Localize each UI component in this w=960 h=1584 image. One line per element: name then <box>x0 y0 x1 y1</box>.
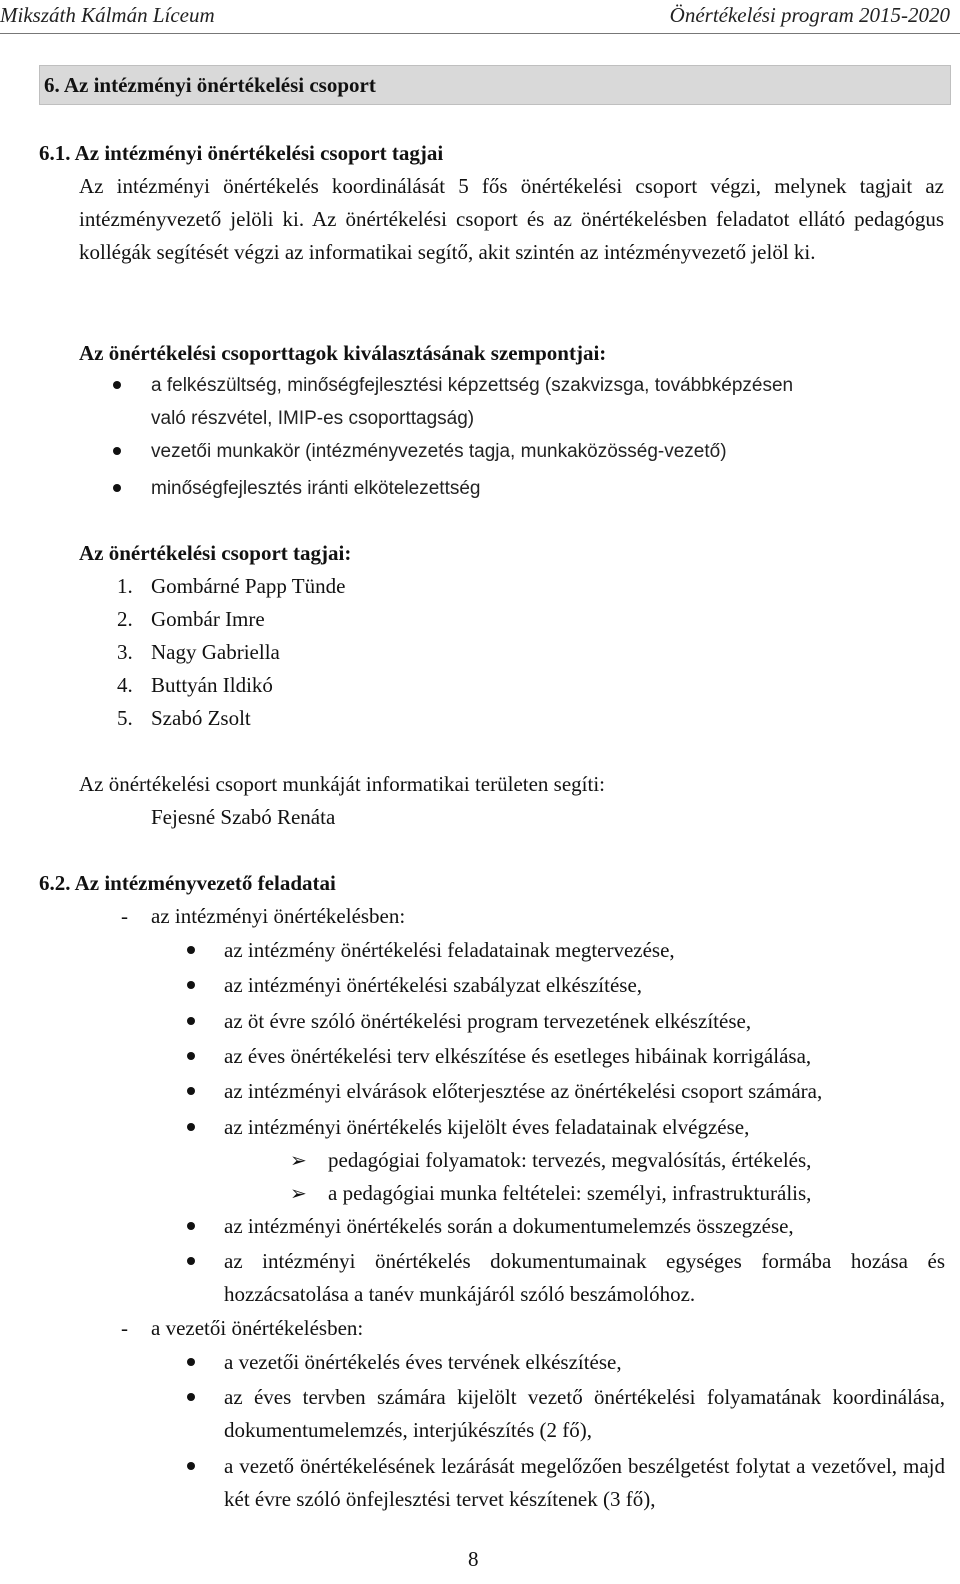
criteria-title: Az önértékelési csoporttagok kiválasztásának szempontjai: <box>79 341 607 365</box>
member-name: Szabó Zsolt <box>151 706 251 730</box>
sub-task-item-1: pedagógiai folyamatok: tervezés, megvalósítás, értékelés, <box>328 1148 812 1172</box>
page-header <box>0 0 960 34</box>
leader-task-2: az éves tervben számára kijelölt vezető önértékelési folyamatának koordinálása, dokumentumelemzés, interjúkészítés (2 fő), <box>224 1385 945 1442</box>
criteria-item-3: minőségfejlesztés iránti elkötelezettség <box>151 478 481 499</box>
bullet-icon <box>187 1087 195 1095</box>
bullet-icon <box>187 1017 195 1025</box>
criteria-item-1: a felkészültség, minőségfejlesztési képzettség (szakvizsga, továbbképzésen <box>151 375 794 396</box>
section-6-1-paragraph: Az intézményi önértékelés koordinálását 5 fős önértékelési csoport végzi, melynek tagjait az intézményvezető jelöli ki. Az önértékelési csoport és az önértékelésben feladatot ellátó pedagógus kollégák segítését végzi az informatikai segítő, akit szintén az intézményvezető jelöl ki. <box>79 174 944 264</box>
bullet-icon <box>113 381 121 389</box>
bullet-icon <box>187 1393 195 1401</box>
subsection-institutional: az intézményi önértékelésben: <box>151 904 406 928</box>
task-item-6: az intézményi önértékelés kijelölt éves feladatainak elvégzése, <box>224 1115 750 1139</box>
task-item-3: az öt évre szóló önértékelési program tervezetének elkészítése, <box>224 1009 752 1033</box>
member-name: Nagy Gabriella <box>151 640 280 664</box>
bullet-icon <box>187 946 195 954</box>
leader-task-1: a vezetői önértékelés éves tervének elkészítése, <box>224 1350 622 1374</box>
member-number: 3. <box>117 640 133 664</box>
criteria-item-2: vezetői munkakör (intézményvezetés tagja, munkaközösség-vezető) <box>151 441 727 462</box>
member-number: 5. <box>117 706 133 730</box>
member-name: Gombár Imre <box>151 607 265 631</box>
bullet-icon <box>187 1123 195 1131</box>
arrow-bullet-icon: ➢ <box>290 1181 307 1205</box>
section-6-1-title: 6.1. Az intézményi önértékelési csoport tagjai <box>39 141 444 165</box>
bullet-icon <box>187 1257 195 1265</box>
it-support-text: Az önértékelési csoport munkáját informatikai területen segíti: <box>79 772 605 796</box>
task-item-7: az intézményi önértékelés során a dokumentumelemzés összegzése, <box>224 1214 794 1238</box>
task-item-5: az intézményi elvárások előterjesztése az önértékelési csoport számára, <box>224 1079 823 1103</box>
bullet-icon <box>113 484 121 492</box>
dash-marker: - <box>121 1316 128 1340</box>
it-support-name: Fejesné Szabó Renáta <box>151 805 336 829</box>
page-number: 8 <box>468 1547 479 1571</box>
sub-task-item-2: a pedagógiai munka feltételei: személyi, infrastrukturális, <box>328 1181 812 1205</box>
dash-marker: - <box>121 904 128 928</box>
members-title: Az önértékelési csoport tagjai: <box>79 541 352 565</box>
bullet-icon <box>187 981 195 989</box>
task-item-1: az intézmény önértékelési feladatainak megtervezése, <box>224 938 675 962</box>
task-item-2: az intézményi önértékelési szabályzat elkészítése, <box>224 973 643 997</box>
task-item-4: az éves önértékelési terv elkészítése és esetleges hibáinak korrigálása, <box>224 1044 812 1068</box>
member-number: 1. <box>117 574 133 598</box>
bullet-icon <box>113 447 121 455</box>
section-6-heading: 6. Az intézményi önértékelési csoport <box>39 65 951 105</box>
bullet-icon <box>187 1462 195 1470</box>
arrow-bullet-icon: ➢ <box>290 1148 307 1172</box>
bullet-icon <box>187 1358 195 1366</box>
leader-task-3: a vezető önértékelésének lezárását megelőzően beszélgetést folytat a vezetővel, majd két évre szóló önfejlesztési tervet készítenek (3 fő), <box>224 1454 945 1511</box>
member-name: Gombárné Papp Tünde <box>151 574 346 598</box>
section-6-2-title: 6.2. Az intézményvezető feladatai <box>39 871 336 895</box>
member-name: Buttyán Ildikó <box>151 673 273 697</box>
task-item-8: az intézményi önértékelés dokumentumainak egységes formába hozása és hozzácsatolása a tanév munkájáról szóló beszámolóhoz. <box>224 1249 945 1306</box>
bullet-icon <box>187 1052 195 1060</box>
bullet-icon <box>187 1222 195 1230</box>
header-program-title: Önértékelési program 2015-2020 <box>669 3 950 27</box>
header-school-name: Mikszáth Kálmán Líceum <box>0 3 215 27</box>
member-number: 2. <box>117 607 133 631</box>
subsection-leader: a vezetői önértékelésben: <box>151 1316 364 1340</box>
member-number: 4. <box>117 673 133 697</box>
header-divider <box>0 33 960 34</box>
criteria-item-1-cont: való részvétel, IMIP-es csoporttagság) <box>151 408 475 429</box>
